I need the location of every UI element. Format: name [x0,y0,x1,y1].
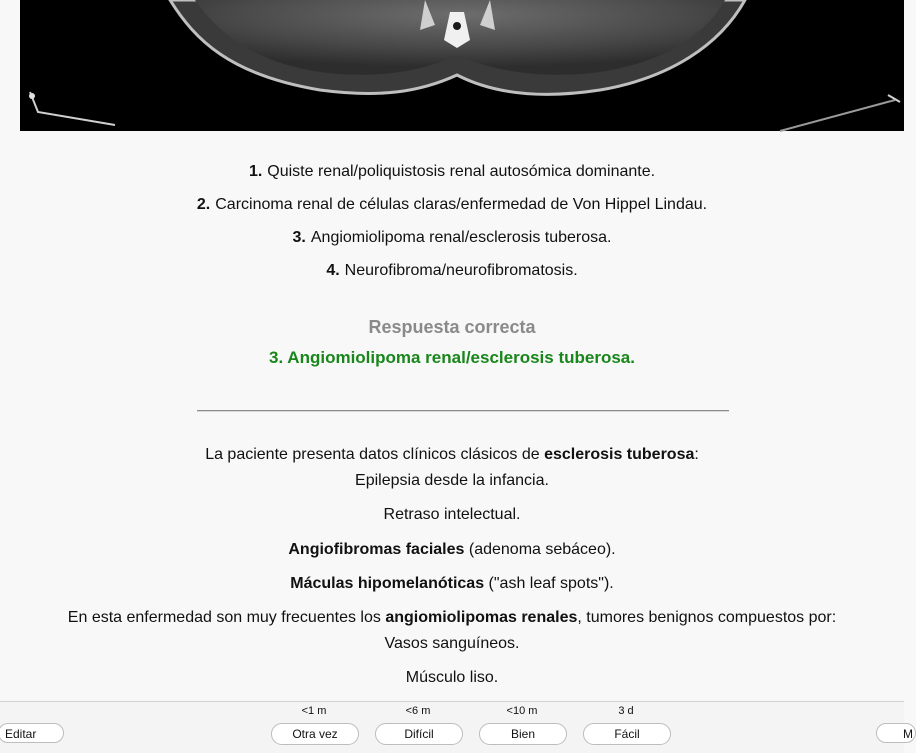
good-interval: <10 m [506,705,538,717]
review-toolbar [0,701,913,753]
component-smooth-muscle: Músculo liso. [405,669,499,686]
more-button[interactable]: M [876,723,916,743]
hard-button[interactable]: Difícil [375,723,463,745]
symptom-epilepsy: Epilepsia desde la infancia. [355,472,549,489]
explanation-intro: La paciente presenta datos clínicos clásicos de esclerosis tuberosa: [205,446,699,463]
correct-answer-block [0,317,904,368]
option-item-2: 2. Carcinoma renal de células claras/enfermedad de Von Hippel Lindau. [196,196,708,213]
option-item-3: 3. Angiomiolipoma renal/esclerosis tuberosa. [292,229,612,246]
hard-interval: <6 m [405,705,431,717]
explanation-paragraph: En esta enfermedad son muy frecuentes los angiomiolipomas renales, tumores benignos compuestos por: [67,609,837,626]
symptom-hypomelanotic-macules: Máculas hipomelanóticas ("ash leaf spots"). [290,575,614,592]
easy-button[interactable]: Fácil [583,723,671,745]
options-list [0,162,904,294]
easy-interval: 3 d [618,705,634,717]
good-button[interactable]: Bien [479,723,567,745]
again-interval: <1 m [301,705,327,717]
edit-button[interactable]: Editar [0,723,64,743]
ct-scan-image [20,0,904,131]
component-vessels: Vasos sanguíneos. [384,635,520,652]
option-item-1: 1. Quiste renal/poliquistosis renal autosómica dominante. [248,163,656,180]
correct-answer-text: 3. Angiomiolipoma renal/esclerosis tuberosa. [269,348,635,367]
symptom-intellectual-delay: Retraso intelectual. [383,506,521,523]
correct-answer-heading: Respuesta correcta [368,317,536,337]
symptom-facial-angiofibromas: Angiofibromas faciales (adenoma sebáceo). [288,541,616,558]
again-button[interactable]: Otra vez [271,723,359,745]
divider [197,410,729,412]
ct-scan-graphic [20,0,904,131]
option-item-4: 4. Neurofibroma/neurofibromatosis. [326,262,578,279]
